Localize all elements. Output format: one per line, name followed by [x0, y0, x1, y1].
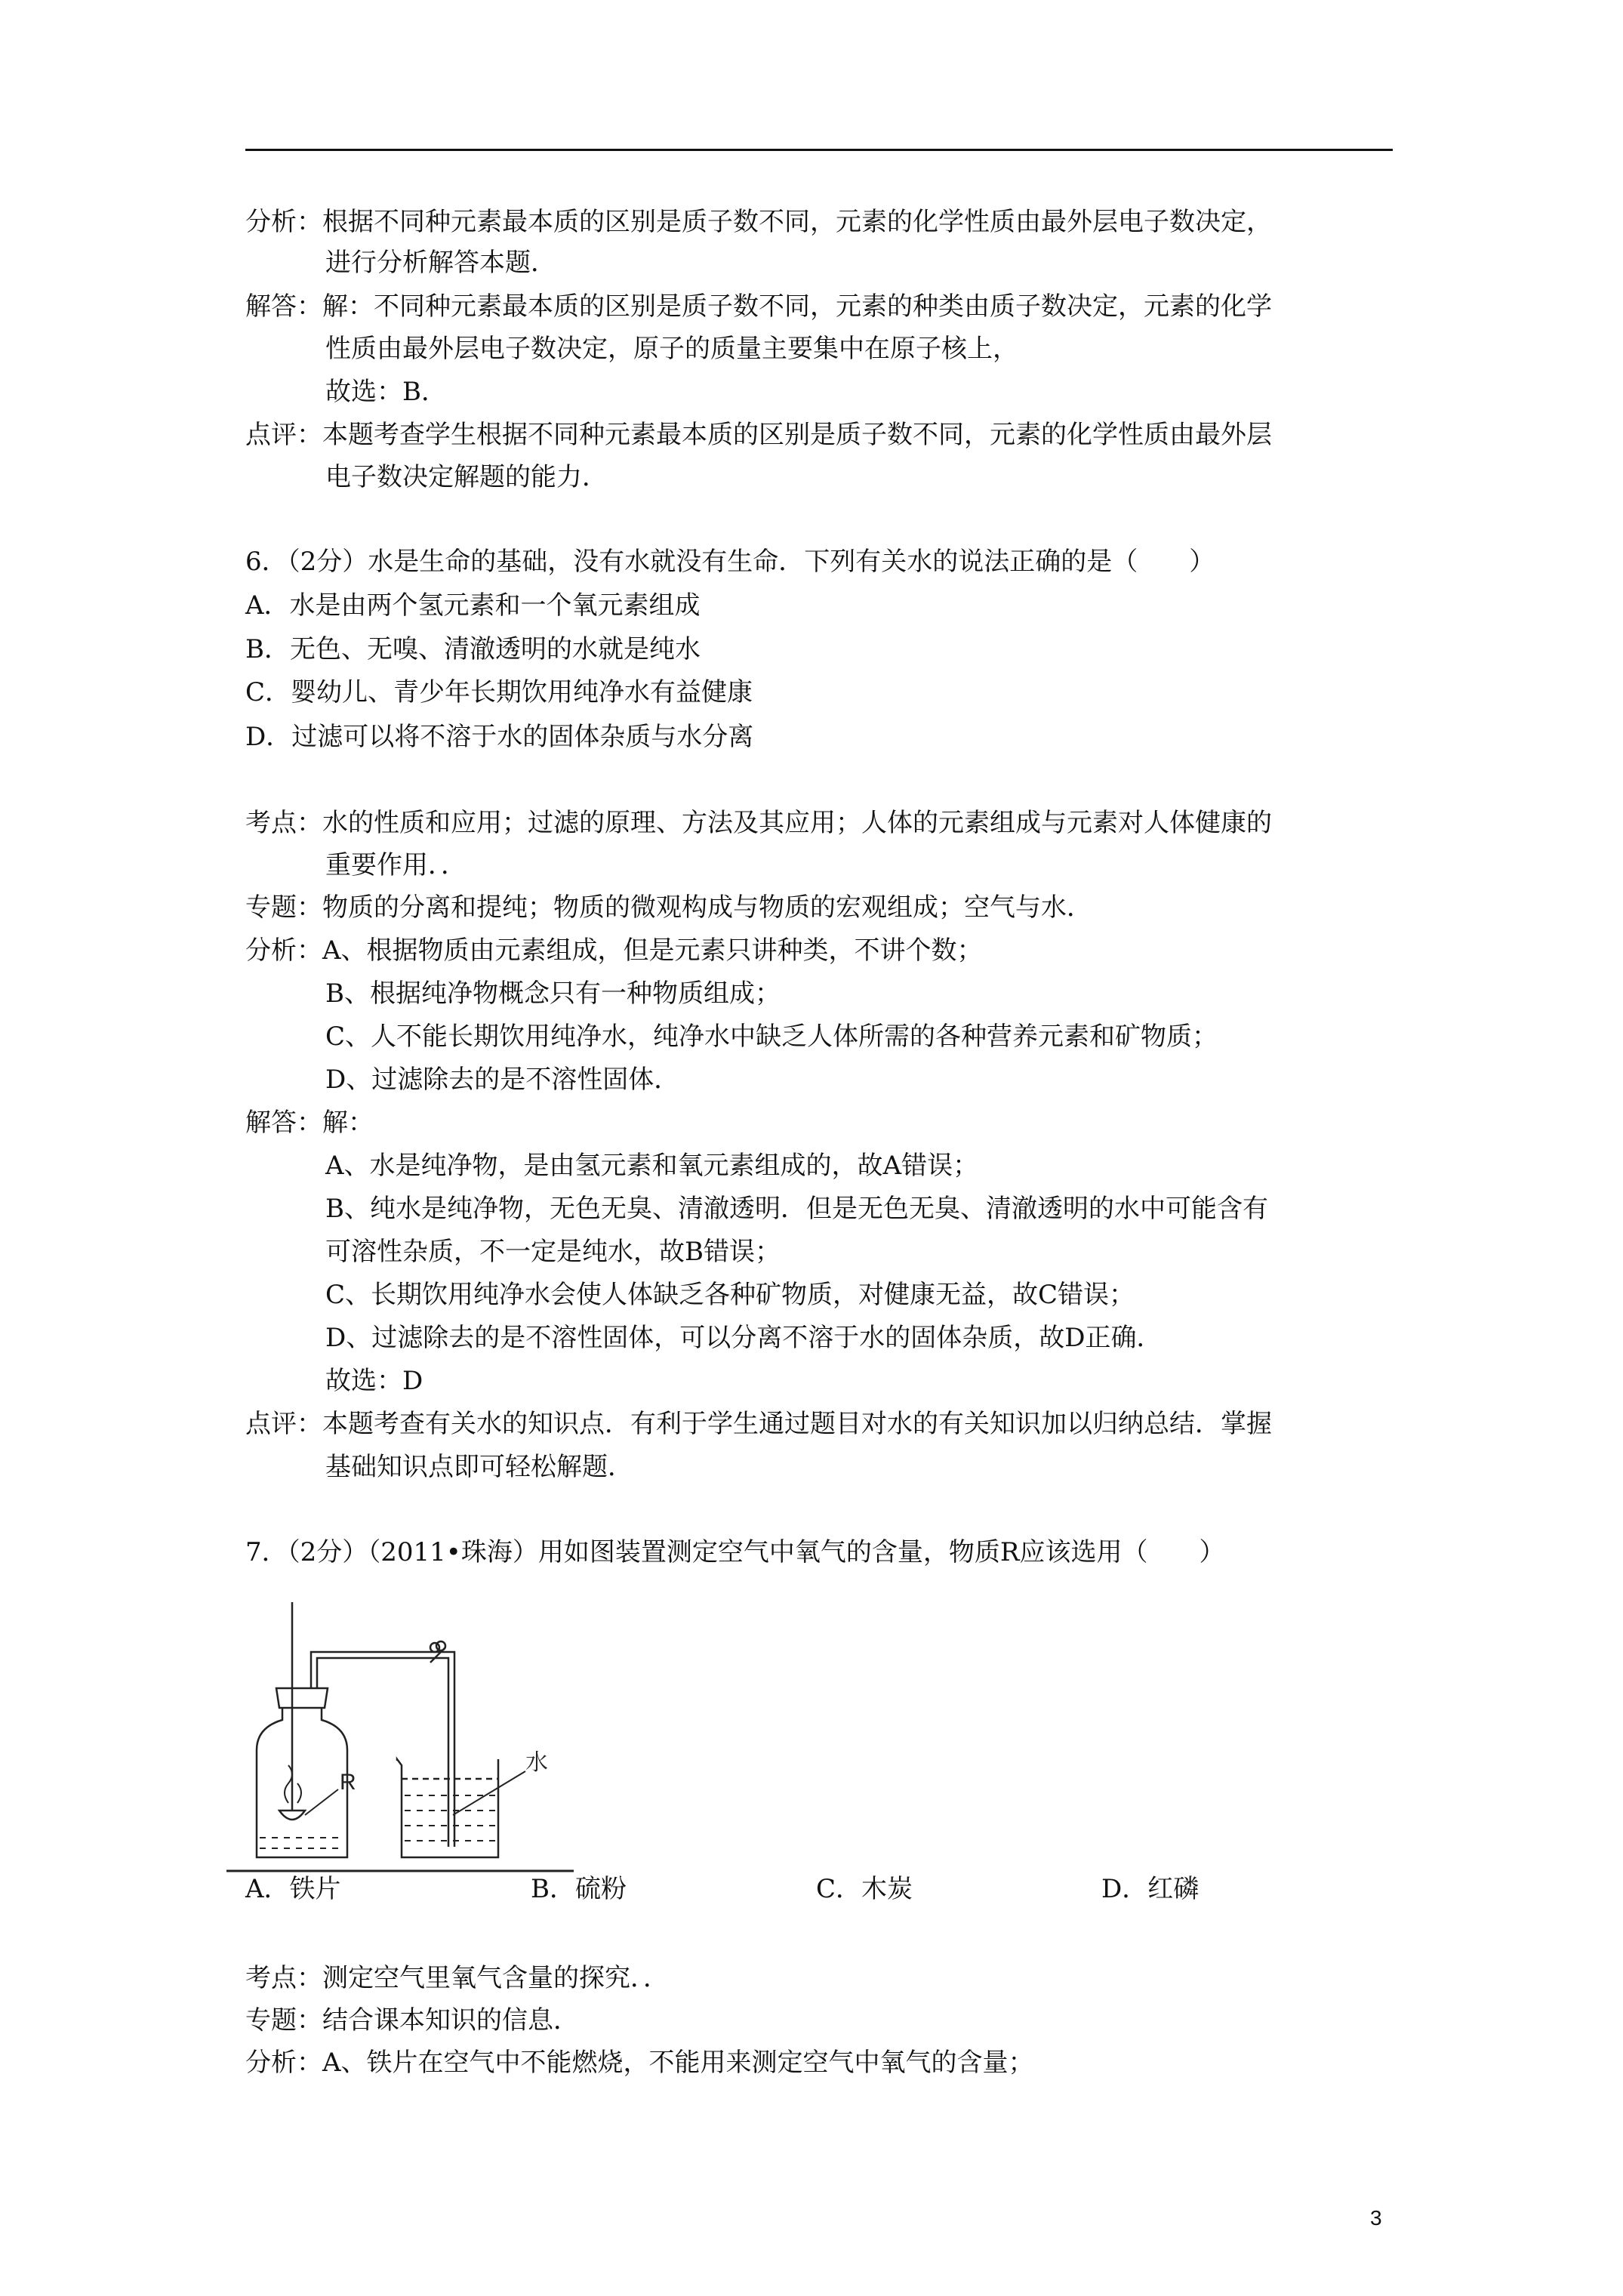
question-6-option-a: A．水是由两个氢元素和一个氧元素组成: [245, 590, 701, 621]
question-6-option-c: C．婴幼儿、青少年长期饮用纯净水有益健康: [245, 677, 753, 707]
header-rule: [245, 149, 1393, 151]
answer-line-cont: 性质由最外层电子数决定，原子的质量主要集中在原子核上，: [325, 334, 1018, 364]
topic-line: 专题：结合课本知识的信息．: [245, 2005, 579, 2036]
comment-line-cont: 基础知识点即可轻松解题．: [325, 1452, 633, 1482]
answer-line-c: C、长期饮用纯净水会使人体缺乏各种矿物质，对健康无益，故C错误；: [325, 1280, 1135, 1310]
question-7-options: [245, 1872, 1393, 1925]
comment-line-cont: 电子数决定解题的能力．: [325, 462, 608, 492]
question-6-option-d: D．过滤可以将不溶于水的固体杂质与水分离: [245, 722, 754, 752]
analysis-line: 分析：A、铁片在空气中不能燃烧，不能用来测定空气中氧气的含量；: [245, 2048, 1034, 2078]
answer-line-b: B、纯水是纯净物，无色无臭、清澈透明．但是无色无臭、清澈透明的水中可能含有: [325, 1194, 1268, 1224]
comment-line: 点评：本题考查学生根据不同种元素最本质的区别是质子数不同，元素的化学性质由最外层: [245, 420, 1272, 450]
label-water: 水: [525, 1749, 548, 1776]
question-7-option-d: D．红磷: [1101, 1874, 1200, 1904]
analysis-line: 分析：A、根据物质由元素组成，但是元素只讲种类，不讲个数；: [245, 935, 983, 966]
answer-choice: 故选：B．: [325, 377, 447, 407]
page-number: 3: [1370, 2206, 1382, 2230]
answer-line-b-cont: 可溶性杂质，不一定是纯水，故B错误；: [325, 1237, 781, 1267]
answer-line: 解答：解：不同种元素最本质的区别是质子数不同，元素的种类由质子数决定，元素的化学: [245, 291, 1272, 322]
apparatus-diagram: [226, 1602, 574, 1875]
answer-line: 解答：解：: [245, 1108, 374, 1138]
question-6-option-b: B．无色、无嗅、清澈透明的水就是纯水: [245, 634, 701, 664]
question-7-option-c: C．木炭: [816, 1874, 913, 1904]
analysis-line-cont: 进行分析解答本题．: [325, 248, 556, 278]
question-7-option-a: A．铁片: [245, 1874, 341, 1904]
knowledge-point-line: 考点：水的性质和应用；过滤的原理、方法及其应用；人体的元素组成与元素对人体健康的: [245, 808, 1272, 838]
analysis-line-b: B、根据纯净物概念只有一种物质组成；: [325, 978, 781, 1009]
label-r: R: [340, 1770, 356, 1795]
analysis-line-c: C、人不能长期饮用纯净水，纯净水中缺乏人体所需的各种营养元素和矿物质；: [325, 1022, 1218, 1052]
answer-line-d: D、过滤除去的是不溶性固体，可以分离不溶于水的固体杂质，故D正确．: [325, 1323, 1163, 1353]
answer-choice: 故选：D: [325, 1366, 423, 1396]
question-6-stem: 6．（2分）水是生命的基础，没有水就没有生命．下列有关水的说法正确的是（ ）: [245, 547, 1215, 577]
topic-line: 专题：物质的分离和提纯；物质的微观构成与物质的宏观组成；空气与水．: [245, 892, 1092, 923]
analysis-line-d: D、过滤除去的是不溶性固体．: [325, 1065, 680, 1095]
knowledge-point-cont: 重要作用．．: [325, 850, 467, 880]
comment-line: 点评：本题考查有关水的知识点．有利于学生通过题目对水的有关知识加以归纳总结．掌握: [245, 1409, 1272, 1439]
question-7-stem: 7．（2分）（2011•珠海）用如图装置测定空气中氧气的含量，物质R应该选用（ ）: [245, 1537, 1225, 1567]
question-7-option-b: B．硫粉: [531, 1874, 627, 1904]
answer-line-a: A、水是纯净物，是由氢元素和氧元素组成的，故A错误；: [325, 1151, 979, 1181]
oxygen-measurement-apparatus-figure: [226, 1602, 574, 1875]
knowledge-point-line: 考点：测定空气里氧气含量的探究．．: [245, 1963, 669, 1993]
analysis-line: 分析：根据不同种元素最本质的区别是质子数不同，元素的化学性质由最外层电子数决定，: [245, 207, 1272, 237]
